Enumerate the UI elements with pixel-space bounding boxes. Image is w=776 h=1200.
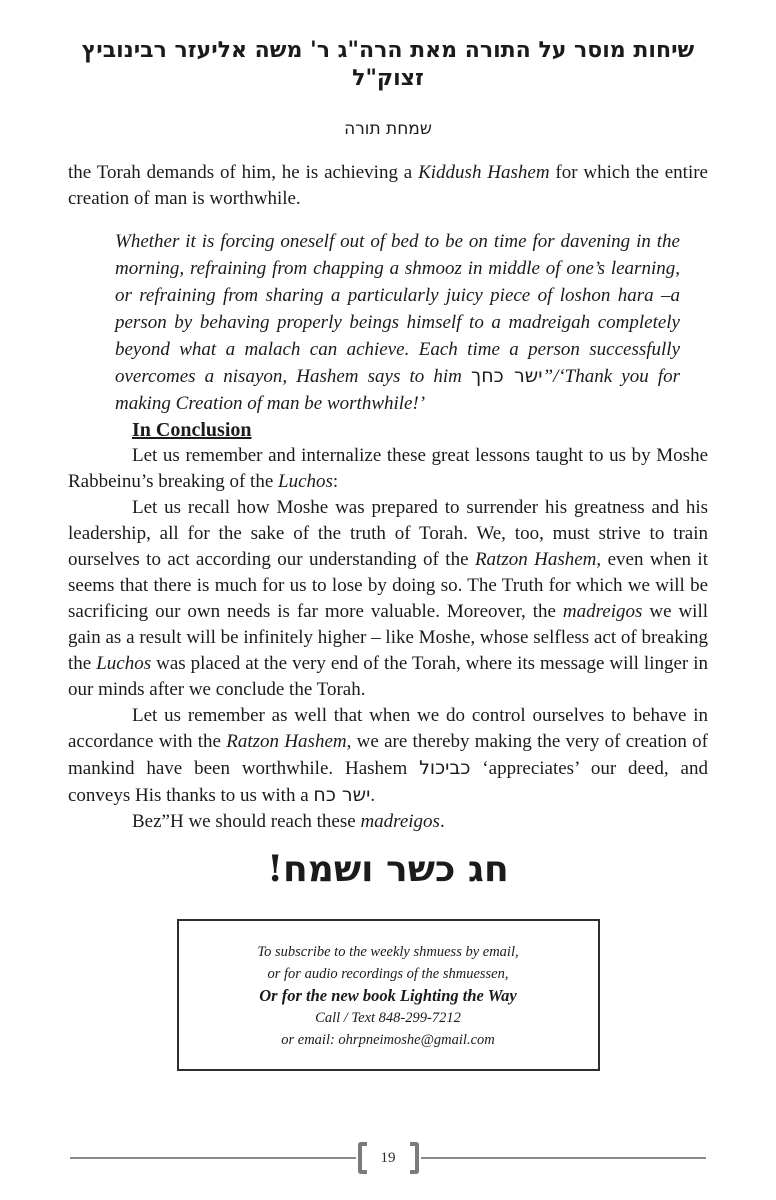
body-paragraph-continuation: the Torah demands of him, he is achieving a Kiddush Hashem for which the entire creation of man is worthwhile. [68,162,708,209]
page-number: 19 [380,1150,396,1166]
bracket-left-icon [358,1142,367,1174]
blockquote-paragraph: Whether it is forcing oneself out of bed to be on time for davening in the morning, refraining from chapping a shmooz in middle of one’s learning, or refraining from sharing a particularly juicy piece of loshon hara –a person by behaving properly beings himself to a madreigah completely beyond what a malach can achieve. Each time a person successfully overcomes a nisayon, Hashem says to him ישר כחך”/‘Thank you for making Creation of man be worthwhile!’ [115,231,681,414]
body-paragraph-3: Let us remember as well that when we do control ourselves to behave in accordance with the Ratzon Hashem, we are thereby making the very of creation of mankind have been worthwhile. Hashem כביכול ‘appreciates’ our deed, and conveys His thanks to us with a ישר כח. [68,705,709,806]
subscription-box [177,919,600,1071]
body-paragraph-4: Bez”H we should reach these madreigos. [132,811,445,832]
subscription-line-3: Or for the new book Lighting the Way [259,986,517,1005]
footer-rule-left [70,1157,356,1159]
page-footer [0,1142,776,1174]
subscription-line-5: or email: ohrpneimoshe@gmail.com [281,1032,495,1048]
subscription-line-1: To subscribe to the weekly shmuess by email, [257,944,519,960]
body-paragraph-1: Let us remember and internalize these great lessons taught to us by Moshe Rabbeinu’s breaking of the Luchos: [68,445,708,492]
body-paragraph-2: Let us recall how Moshe was prepared to surrender his greatness and his leadership, all for the sake of the truth of Torah. We, too, must strive to train ourselves to act according our understanding of the Ratzon Hashem, even when it seems that there is much for us to lose by doing so. The Truth for which we will be sacrificing our own needs is far more valuable. Moreover, the madreigos we will gain as a result will be infinitely higher – like Moshe, whose selfless act of breaking the Luchos was placed at the very end of the Torah, where its message will linger in our minds after we conclude the Torah. [68,497,709,700]
header-subtitle-hebrew: שמחת תורה [344,119,432,139]
page-number-frame [358,1142,419,1174]
bracket-right-icon [410,1142,419,1174]
section-heading-in-conclusion: In Conclusion [132,419,252,441]
subscription-line-4: Call / Text 848-299-7212 [315,1010,461,1026]
header-title-hebrew: שיחות מוסר על התורה מאת הרה"ג ר' משה אליעזר רבינוביץ זצוק"ל [81,37,695,91]
footer-rule-right [421,1157,707,1159]
document-body [68,160,708,835]
hebrew-greeting-heading: חג כשר ושמח! [267,848,509,890]
subscription-line-2: or for audio recordings of the shmuessen, [267,966,509,982]
